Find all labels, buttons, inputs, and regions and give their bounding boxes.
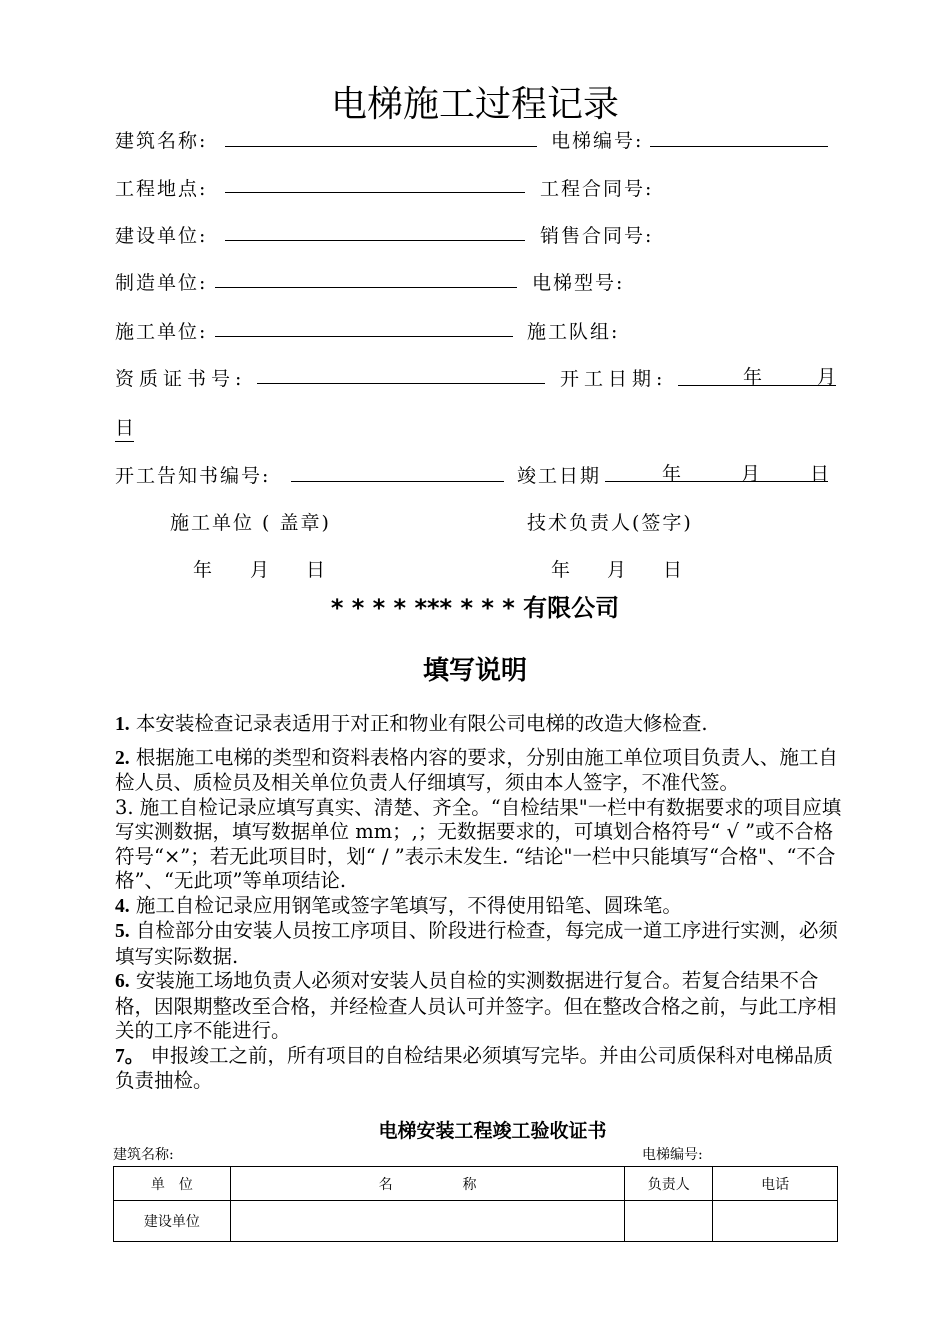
elevator-no-label: 电梯编号: (551, 130, 644, 152)
instructions-list (115, 704, 845, 1094)
start-notice-label: 开工告知书编号: (115, 465, 271, 487)
building-name-label: 建筑名称: (115, 130, 208, 152)
project-site-label: 工程地点: (115, 178, 208, 200)
team-label: 施工队组: (527, 321, 620, 343)
tech-lead-month: 月 (607, 559, 629, 581)
header-responsible: 负责人 (625, 1167, 713, 1201)
instruction-item: 2. 根据施工电梯的类型和资料表格内容的要求，分别由施工单位项目负责人、施工自检人员、质检员及相关单位负责人仔细填写，须由本人签字，不准代签。 (115, 745, 838, 794)
instruction-item: 1. 本安装检查记录表适用于对正和物业有限公司电梯的改造大修检查. (115, 712, 708, 735)
company-name: * * * * *** * * * 有限公司 (330, 594, 620, 622)
tech-lead-year: 年 (551, 559, 573, 581)
cell-unit: 建设单位 (114, 1201, 231, 1242)
header-unit: 单 位 (114, 1167, 231, 1201)
building-name-field[interactable] (225, 146, 537, 147)
completion-date-field[interactable] (605, 481, 828, 482)
cert-elevator-no-label: 电梯编号: (642, 1147, 703, 1163)
project-contract-label: 工程合同号: (540, 178, 654, 200)
completion-date-month: 月 (741, 463, 763, 485)
start-date-year: 年 (743, 366, 765, 388)
header-phone: 电话 (713, 1167, 838, 1201)
sales-contract-label: 销售合同号: (540, 225, 654, 247)
installer-seal-month: 月 (250, 559, 272, 581)
instruction-item: 6. 安装施工场地负责人必须对安装人员自检的实测数据进行复合。若复合结果不合格，因限期整改至合格，并经检查人员认可并签字。但在整改合格之前，与此工序相关的工序不能进行。 (115, 969, 837, 1042)
manufacturer-field[interactable] (215, 287, 517, 288)
start-date-month: 月 (817, 366, 839, 388)
certificate-title: 电梯安装工程竣工验收证书 (378, 1120, 607, 1142)
start-date-label: 开工日期: (560, 368, 668, 390)
tech-lead-day: 日 (663, 559, 685, 581)
cert-building-name-label: 建筑名称: (113, 1147, 174, 1163)
completion-date-day: 日 (810, 463, 832, 485)
cell-phone[interactable] (713, 1201, 838, 1242)
construction-unit-field[interactable] (225, 240, 525, 241)
qualification-field[interactable] (257, 383, 545, 384)
construction-unit-label: 建设单位: (115, 225, 208, 247)
certificate-table (113, 1166, 838, 1242)
tech-lead-sign-label: 技术负责人(签字) (527, 512, 693, 534)
installer-label: 施工单位: (115, 321, 208, 343)
installer-seal-year: 年 (193, 559, 215, 581)
manufacturer-label: 制造单位: (115, 272, 208, 294)
instruction-item: 3. 施工自检记录应填写真实、清楚、齐全。“自检结果"一栏中有数据要求的项目应填写实测数据，填写数据单位 mm；,；无数据要求的，可填划合格符号“ √ ”或不合格符号“×”；若无此项目时，划“ / ”表示未发生. “结论"一栏中只能填写“合格"、“不合格”、“无此项”等单项结论. (115, 795, 842, 892)
cell-name[interactable] (230, 1201, 624, 1242)
completion-date-year: 年 (662, 463, 684, 485)
table-header-row (114, 1167, 838, 1201)
cell-responsible[interactable] (625, 1201, 713, 1242)
qualification-label: 资质证书号: (115, 368, 247, 390)
instructions-heading: 填写说明 (422, 656, 527, 686)
header-name: 名 称 (230, 1167, 624, 1201)
instruction-item: 7。 申报竣工之前，所有项目的自检结果必须填写完毕。并由公司质保科对电梯品质负责抽检。 (115, 1043, 833, 1092)
installer-seal-day: 日 (306, 559, 328, 581)
start-date-day: 日 (115, 413, 134, 442)
elevator-no-field[interactable] (650, 146, 828, 147)
completion-date-label: 竣工日期 (517, 465, 602, 487)
instruction-item: 5. 自检部分由安装人员按工序项目、阶段进行检查，每完成一道工序进行实测，必须填写实际数据. (115, 919, 838, 968)
project-site-field[interactable] (225, 192, 525, 193)
table-row (114, 1201, 838, 1242)
installer-field[interactable] (215, 336, 513, 337)
elevator-model-label: 电梯型号: (532, 272, 625, 294)
instruction-item: 4. 施工自检记录应用钢笔或签字笔填写，不得使用铅笔、圆珠笔。 (115, 893, 682, 917)
start-notice-field[interactable] (291, 481, 504, 482)
installer-seal-label: 施工单位 ( 盖章) (170, 512, 331, 534)
page-title: 电梯施工过程记录 (330, 84, 619, 125)
